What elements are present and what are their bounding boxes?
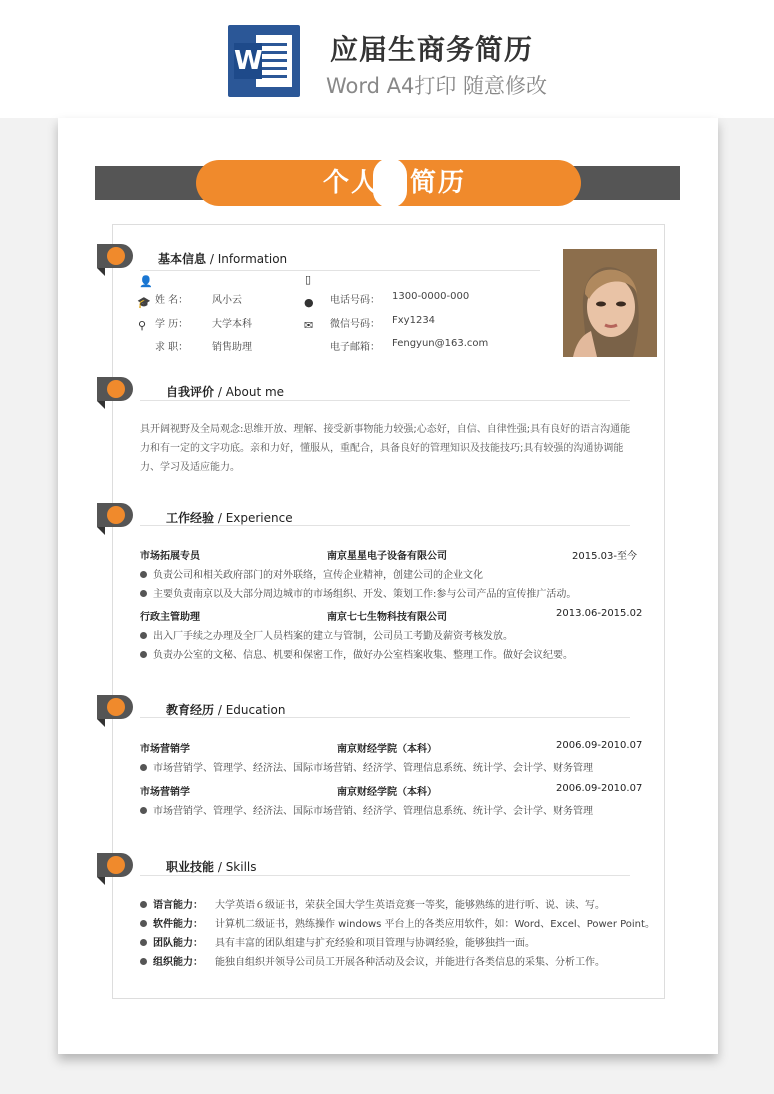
section-divider bbox=[140, 270, 540, 271]
job-value: 销售助理 bbox=[212, 342, 252, 353]
section-title-skills: 职业技能 / Skills bbox=[166, 860, 257, 874]
edu-major: 市场营销学 bbox=[140, 787, 190, 798]
section-divider bbox=[140, 525, 630, 526]
section-divider bbox=[140, 875, 630, 876]
name-label: 姓 名： bbox=[155, 295, 189, 306]
wechat-icon: ● bbox=[304, 296, 314, 309]
skill-text: 大学英语６级证书，荣获全国大学生英语竞赛一等奖，能够熟练的进行听、说、读、写。 bbox=[215, 900, 605, 911]
phone-icon: ▯ bbox=[305, 273, 312, 286]
skill-label: 软件能力： bbox=[140, 915, 203, 930]
job-position: 市场拓展专员 bbox=[140, 551, 200, 562]
job-label: 求 职： bbox=[155, 342, 189, 353]
skill-text: 能独自组织并领导公司员工开展各种活动及会议，并能进行各类信息的采集、分析工作。 bbox=[215, 957, 605, 968]
job-period: 2013.06-2015.02 bbox=[556, 608, 643, 619]
toolbox-icon bbox=[97, 853, 133, 877]
wechat-label: 微信号码： bbox=[330, 319, 380, 330]
job-period: 2015.03-至今 bbox=[572, 551, 637, 562]
education-value: 大学本科 bbox=[212, 319, 252, 330]
job-company: 南京七七生物科技有限公司 bbox=[327, 612, 447, 623]
skill-text: 具有丰富的团队组建与扩充经验和项目管理与协调经验，能够独挡一面。 bbox=[215, 938, 535, 949]
profile-photo bbox=[563, 249, 657, 357]
word-letter: W bbox=[234, 43, 262, 79]
banner-title-1: 个人 bbox=[323, 168, 380, 198]
search-icon: ⚲ bbox=[138, 319, 147, 332]
section-title-education: 教育经历 / Education bbox=[166, 703, 286, 717]
mail-icon: ✉ bbox=[304, 319, 314, 332]
section-title-basic: 基本信息 / Information bbox=[158, 252, 288, 266]
section-title-experience: 工作经验 / Experience bbox=[166, 511, 293, 525]
edu-courses: 市场营销学、管理学、经济法、国际市场营销、经济学、管理信息系统、统计学、会计学、财务管理 bbox=[140, 759, 593, 774]
section-title-about: 自我评价 / About me bbox=[166, 385, 285, 399]
page-title: 应届生商务简历 bbox=[330, 33, 534, 66]
skill-text: 计算机二级证书，熟练操作 windows 平台上的各类应用软件，如：Word、Excel、Power Point。 bbox=[215, 919, 655, 930]
edu-courses: 市场营销学、管理学、经济法、国际市场营销、经济学、管理信息系统、统计学、会计学、财务管理 bbox=[140, 802, 593, 817]
page-subtitle: Word A4打印 随意修改 bbox=[326, 74, 548, 98]
email-value: Fengyun@163.com bbox=[392, 338, 489, 349]
edu-period: 2006.09-2010.07 bbox=[556, 740, 643, 751]
skill-label: 团队能力： bbox=[140, 934, 203, 949]
phone-label: 电话号码： bbox=[330, 295, 380, 306]
job-bullet: 主要负责南京以及大部分周边城市的市场组织、开发、策划工作:参与公司产品的宣传推广活动。 bbox=[140, 585, 576, 600]
skill-label: 组织能力： bbox=[140, 953, 203, 968]
job-bullet: 出入厂手续之办理及全厂人员档案的建立与管制，公司员工考勤及薪资考核发放。 bbox=[140, 627, 513, 642]
job-bullet: 负责公司和相关政府部门的对外联络，宣传企业精神，创建公司的企业文化 bbox=[140, 566, 483, 581]
graduation-cap-icon bbox=[97, 695, 133, 719]
section-divider bbox=[140, 717, 630, 718]
skill-label: 语言能力： bbox=[140, 896, 203, 911]
email-label: 电子邮箱： bbox=[330, 342, 380, 353]
name-value: 风小云 bbox=[212, 295, 242, 306]
word-document-icon bbox=[228, 25, 300, 97]
job-position: 行政主管助理 bbox=[140, 612, 200, 623]
chat-bubble-icon bbox=[97, 377, 133, 401]
phone-value: 1300-0000-000 bbox=[392, 291, 470, 302]
person-icon bbox=[97, 244, 133, 268]
user-icon: 👤 bbox=[139, 275, 153, 288]
job-company: 南京星星电子设备有限公司 bbox=[327, 551, 447, 562]
graduation-cap-icon: 🎓 bbox=[137, 296, 151, 309]
wechat-value: Fxy1234 bbox=[392, 315, 436, 326]
edu-major: 市场营销学 bbox=[140, 744, 190, 755]
edu-school: 南京财经学院（本科） bbox=[337, 787, 437, 798]
job-bullet: 负责办公室的文秘、信息、机要和保密工作，做好办公室档案收集、整理工作。做好会议纪要。 bbox=[140, 646, 573, 661]
briefcase-icon bbox=[97, 503, 133, 527]
edu-period: 2006.09-2010.07 bbox=[556, 783, 643, 794]
about-paragraph: 具开阔视野及全局观念:思维开放、理解、接受新事物能力较强;心态好，自信、自律性强;具有良好的语言沟通能力和有一定的文字功底。亲和力好，懂服从，重配合，具备良好的管理知识及技能技巧;具有较强的沟通协调能力、学习及适应能力。 bbox=[140, 424, 631, 473]
edu-school: 南京财经学院（本科） bbox=[337, 744, 437, 755]
section-divider bbox=[140, 400, 630, 401]
education-label: 学 历： bbox=[155, 319, 189, 330]
banner-title-2: 简历 bbox=[410, 168, 467, 198]
